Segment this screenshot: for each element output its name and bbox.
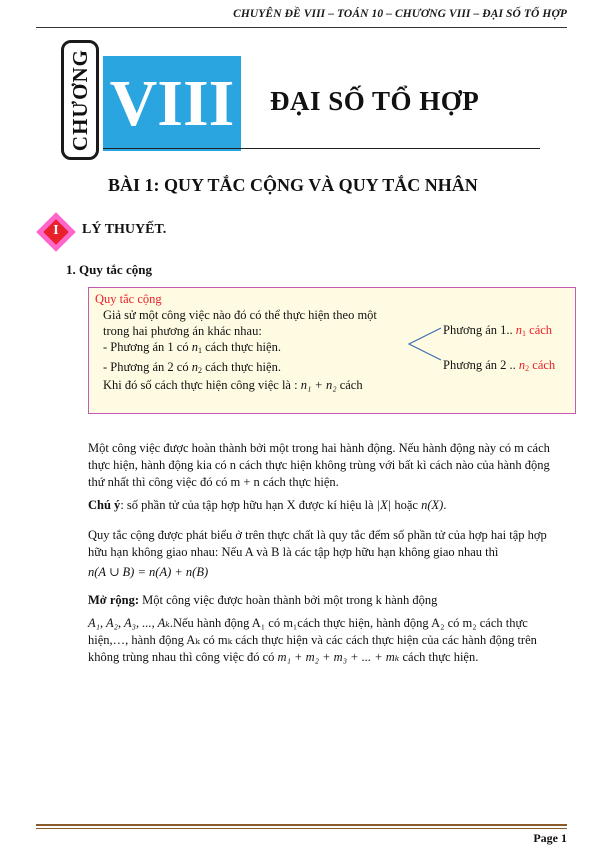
rule-box-line3: - Phương án 1 có $n_1$ cách thực hiện.	[103, 340, 281, 355]
chapter-label-box	[61, 40, 99, 160]
paragraph-extension: Mở rộng: Một công việc được hoàn thành bởi một trong k hành động	[88, 593, 438, 607]
branch-option-2: Phương án 2 .. $n_2$ cách	[443, 358, 556, 373]
footer-divider-thin	[36, 828, 567, 829]
union-formula: n(A ∪ B) = n(A) + n(B)	[88, 565, 209, 579]
section-numeral: I	[53, 223, 59, 238]
section-diamond-icon	[38, 214, 76, 252]
rule-box-heading: Quy tắc cộng	[95, 292, 162, 306]
paragraph-extension-detail: A₁, A₂, A₃, ..., Aₖ.Nếu hành động A₁ có m₁cách thực hiện, hành động A₂ có m₂ cách thực hiện,…, hành động Aₖ có mₖ cách thực hiện và các cách thực hiện của các hành động trên không trùng nhau thì công việc đó có m₁ + m₂ + m₃ + ... + mₖ cách thực hiện.	[88, 616, 537, 664]
section-title: LÝ THUYẾT.	[82, 222, 167, 237]
footer-divider-thick	[36, 824, 567, 826]
chapter-label: CHƯƠNG	[67, 48, 92, 152]
rule-box-line4: - Phương án 2 có $n_2$ cách thực hiện.	[103, 360, 281, 375]
chapter-number: VIII	[109, 66, 235, 140]
running-header: CHUYÊN ĐỀ VIII – TOÁN 10 – CHƯƠNG VIII – ĐẠI SỐ TỔ HỢP	[233, 8, 567, 20]
paragraph-note: Chú ý: số phần tử của tập hợp hữu hạn X được kí hiệu là |X| hoặc n(X).	[88, 498, 447, 512]
page-number: Page 1	[533, 831, 567, 845]
rule-box-line2: trong hai phương án khác nhau:	[103, 324, 262, 338]
rule-box-line1: Giả sử một công việc nào đó có thể thực hiện theo một	[103, 308, 377, 322]
lesson-title: BÀI 1: QUY TẮC CỘNG VÀ QUY TẮC NHÂN	[108, 175, 478, 195]
chapter-number-box	[103, 56, 241, 151]
chapter-title-underline	[103, 148, 540, 149]
subsection-title: 1. Quy tắc cộng	[66, 262, 152, 277]
branch-arrow-icon	[405, 324, 445, 364]
rule-box	[88, 287, 576, 414]
paragraph-set-union: Quy tắc cộng được phát biểu ở trên thực chất là quy tắc đếm số phần tử của hợp hai tập hợp hữu hạn không giao nhau: Nếu A và B là các tập hợp hữu hạn không giao nhau thì n(A ∪ B) = n(A) + n(B)	[88, 527, 566, 581]
chapter-title: ĐẠI SỐ TỔ HỢP	[270, 86, 480, 116]
paragraph-definition: Một công việc được hoàn thành bởi một trong hai hành động. Nếu hành động này có m cách thực hiện, hành động kia có n cách thực hiện không trùng với bất kì cách nào của hành động thứ nhất thì công việc đó có m + n cách thực hiện.	[88, 441, 550, 489]
header-divider	[36, 27, 567, 28]
branch-option-1: Phương án 1.. $n_1$ cách	[443, 323, 553, 338]
rule-box-line5: Khi đó số cách thực hiện công việc là : n₁ + n₂ cách	[103, 378, 363, 392]
